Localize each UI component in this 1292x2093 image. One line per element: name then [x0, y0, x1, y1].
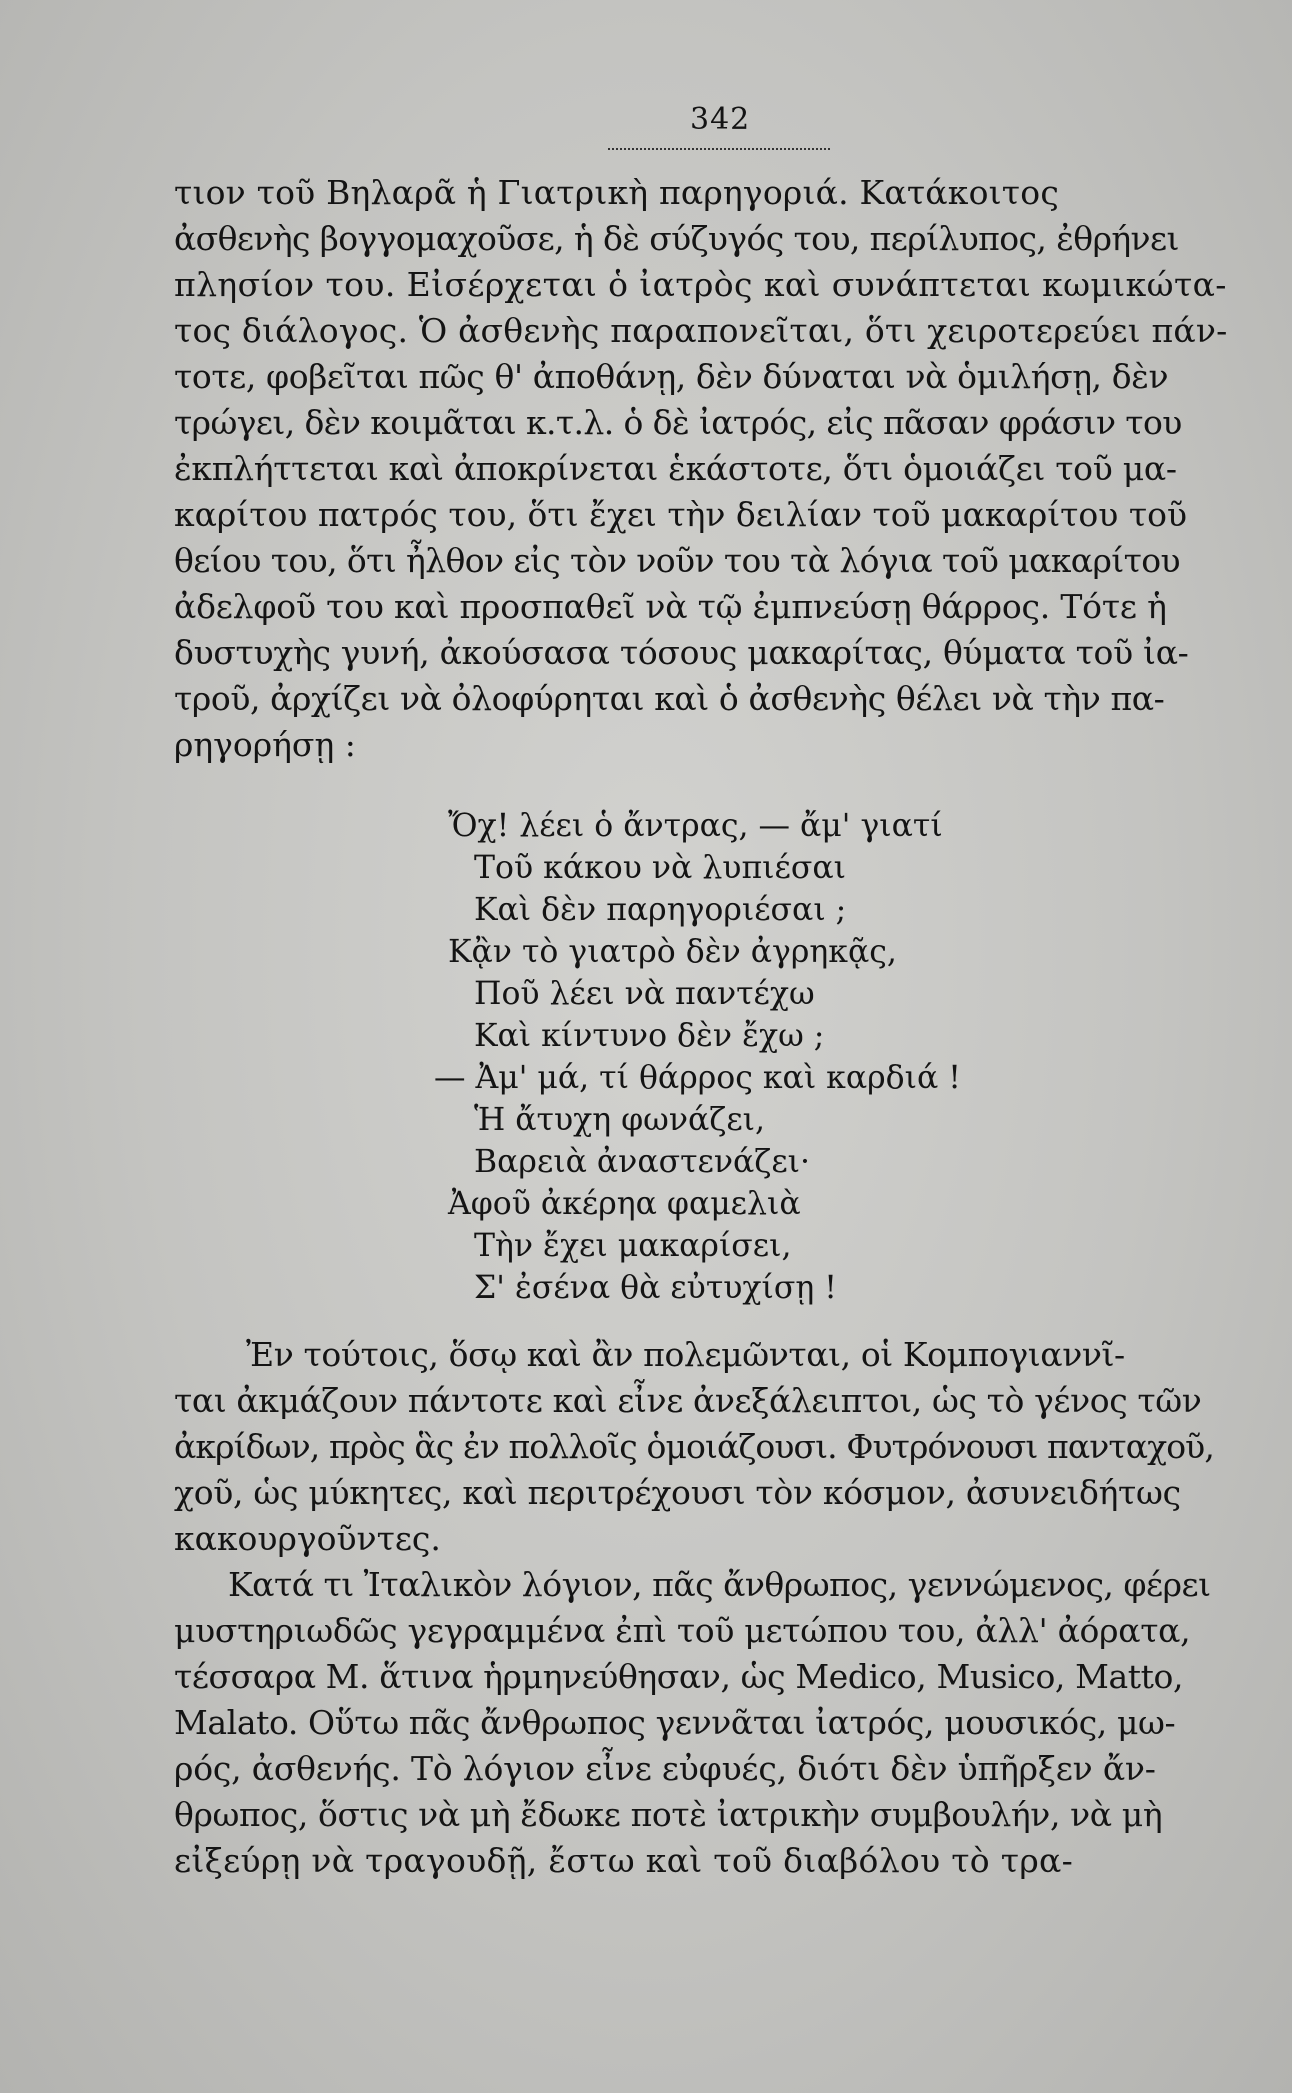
paragraph-2	[174, 1332, 1244, 1562]
verse-line: Ποῦ λέει νὰ παντέχω	[474, 976, 815, 1012]
verse-line: Καὶ κίντυνο δὲν ἔχω ;	[474, 1018, 825, 1054]
text-line: Malato. Οὕτω πᾶς ἄνθρωπος γεννᾶται ἰατρός, μουσικός, μω-	[174, 1703, 1176, 1742]
verse-line: — Ἀμ' μά, τί θάρρος καὶ καρδιά !	[434, 1060, 961, 1096]
text-line: ἐκπλήττεται καὶ ἀποκρίνεται ἑκάστοτε, ὅτι ὁμοιάζει τοῦ μα-	[174, 449, 1177, 488]
text-line: τοτε, φοβεῖται πῶς θ' ἀποθάνῃ, δὲν δύναται νὰ ὁμιλήσῃ, δὲν	[174, 357, 1169, 396]
verse-line: Σ' ἐσένα θὰ εὐτυχίσῃ !	[474, 1270, 837, 1306]
verse-line: Ὄχ! λέει ὁ ἄντρας, — ἄμ' γιατί	[448, 808, 943, 844]
text-line: ται ἀκμάζουν πάντοτε καὶ εἶνε ἀνεξάλειπτοι, ὡς τὸ γένος τῶν	[174, 1381, 1202, 1420]
text-line: εἰξεύρῃ νὰ τραγουδῇ, ἔστω καὶ τοῦ διαβόλου τὸ τρα-	[174, 1841, 1074, 1880]
text-line: ἀσθενὴς βογγομαχοῦσε, ἡ δὲ σύζυγός του, περίλυπος, ἐθρήνει	[174, 219, 1179, 258]
text-line: μυστηριωδῶς γεγραμμένα ἐπὶ τοῦ μετώπου του, ἀλλ' ἀόρατα,	[174, 1611, 1191, 1650]
text-line: πλησίον του. Εἰσέρχεται ὁ ἰατρὸς καὶ συνάπτεται κωμικώτα-	[174, 265, 1227, 304]
paragraph-1	[174, 170, 1244, 768]
text-line: τέσσαρα M. ἅτινα ἡρμηνεύθησαν, ὡς Medico, Musico, Matto,	[174, 1657, 1184, 1696]
paragraph-3	[174, 1562, 1244, 1884]
text-line: χοῦ, ὡς μύκητες, καὶ περιτρέχουσι τὸν κόσμον, ἀσυνειδήτως	[174, 1473, 1181, 1512]
text-line: ρηγορήσῃ :	[174, 725, 356, 764]
text-line: ἀδελφοῦ του καὶ προσπαθεῖ νὰ τῷ ἐμπνεύσῃ θάρρος. Τότε ἡ	[174, 587, 1167, 626]
text-line: θρωπος, ὅστις νὰ μὴ ἔδωκε ποτὲ ἰατρικὴν συμβουλήν, νὰ μὴ	[174, 1795, 1163, 1834]
text-line: ρός, ἀσθενής. Τὸ λόγιον εἶνε εὐφυές, διότι δὲν ὑπῆρξεν ἄν-	[174, 1749, 1156, 1788]
text-line: δυστυχὴς γυνή, ἀκούσασα τόσους μακαρίτας, θύματα τοῦ ἰα-	[174, 633, 1189, 672]
text-line: τιον τοῦ Βηλαρᾶ ἡ Γιατρικὴ παρηγοριά. Κατάκοιτος	[174, 173, 1060, 212]
text-line: τρώγει, δὲν κοιμᾶται κ.τ.λ. ὁ δὲ ἰατρός, εἰς πᾶσαν φράσιν του	[174, 403, 1182, 442]
verse-line: Καὶ δὲν παρηγοριέσαι ;	[474, 892, 847, 928]
text-line: ἀκρίδων, πρὸς ἃς ἐν πολλοῖς ὁμοιάζουσι. Φυτρόνουσι πανταχοῦ,	[174, 1427, 1214, 1466]
verse-line: Κᾂν τὸ γιατρὸ δὲν ἀγρηκᾷς,	[448, 934, 897, 970]
verse-line: Ἡ ἄτυχη φωνάζει,	[474, 1102, 766, 1138]
verse-line: Ἀφοῦ ἀκέρηα φαμελιὰ	[448, 1186, 801, 1222]
page-number: 342	[690, 102, 751, 137]
verse-line: Τοῦ κάκου νὰ λυπιέσαι	[474, 850, 846, 886]
text-line: καρίτου πατρός του, ὅτι ἔχει τὴν δειλίαν τοῦ μακαρίτου τοῦ	[174, 495, 1188, 534]
verse-line: Τὴν ἔχει μακαρίσει,	[474, 1228, 792, 1264]
text-line: κακουργοῦντες.	[174, 1519, 441, 1558]
verse-line: Βαρειὰ ἀναστενάζει·	[474, 1144, 811, 1180]
text-line: θείου του, ὅτι ἦλθον εἰς τὸν νοῦν του τὰ λόγια τοῦ μακαρίτου	[174, 541, 1180, 580]
page-number-underline	[608, 148, 830, 150]
text-line: Κατά τι Ἰταλικὸν λόγιον, πᾶς ἄνθρωπος, γεννώμενος, φέρει	[228, 1565, 1211, 1604]
text-line: τροῦ, ἀρχίζει νὰ ὀλοφύρηται καὶ ὁ ἀσθενὴς θέλει νὰ τὴν πα-	[174, 679, 1165, 718]
text-line: Ἐν τούτοις, ὅσῳ καὶ ἂν πολεμῶνται, οἱ Κομπογιαννῖ-	[246, 1335, 1125, 1374]
text-line: τος διάλογος. Ὁ ἀσθενὴς παραπονεῖται, ὅτι χειροτερεύει πάν-	[174, 311, 1228, 350]
